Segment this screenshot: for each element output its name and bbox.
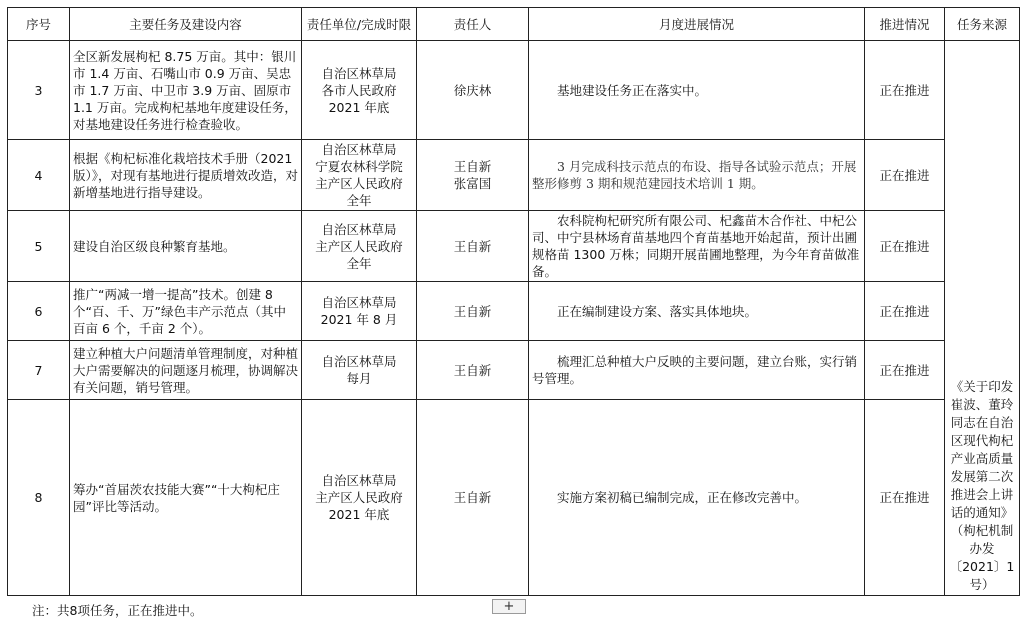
row-unit: 自治区林草局 主产区人民政府 全年 — [302, 211, 417, 282]
table-row — [8, 282, 1020, 341]
row-task: 推广“两减一增一提高”技术。创建 8 个“百、千、万”绿色丰产示范点（其中百亩 6 个，千亩 2 个）。 — [70, 282, 302, 341]
row-no: 8 — [8, 400, 70, 596]
table-row — [8, 400, 1020, 596]
row-task: 根据《枸杞标准化栽培技术手册（2021 版）》，对现有基地进行提质增效改造，对新增基地进行指导建设。 — [70, 140, 302, 211]
row-progress: 正在编制建设方案、落实具体地块。 — [529, 282, 865, 341]
row-no: 7 — [8, 341, 70, 400]
row-task: 全区新发展枸杞 8.75 万亩。其中：银川市 1.4 万亩、石嘴山市 0.9 万亩、吴忠市 1.7 万亩、中卫市 3.9 万亩、固原市 1.1 万亩。完成枸杞基地年度建设任务，对基地建设任务进行检查验收。 — [70, 41, 302, 140]
row-person: 王自新 — [417, 400, 529, 596]
row-status: 正在推进 — [865, 400, 945, 596]
header-task: 主要任务及建设内容 — [70, 8, 302, 41]
row-unit: 自治区林草局 宁夏农林科学院 主产区人民政府 全年 — [302, 140, 417, 211]
table-row — [8, 211, 1020, 282]
row-no: 4 — [8, 140, 70, 211]
header-unit: 责任单位/完成时限 — [302, 8, 417, 41]
footnote: 注：共8项任务，正在推进中。 — [32, 603, 203, 618]
table-row — [8, 140, 1020, 211]
row-person: 王自新 — [417, 282, 529, 341]
row-unit: 自治区林草局 主产区人民政府 2021 年底 — [302, 400, 417, 596]
row-status: 正在推进 — [865, 341, 945, 400]
row-unit: 自治区林草局 2021 年 8 月 — [302, 282, 417, 341]
table-row — [8, 341, 1020, 400]
row-task: 建立种植大户问题清单管理制度，对种植大户需要解决的问题逐月梳理，协调解决有关问题，销号管理。 — [70, 341, 302, 400]
row-person: 王自新 — [417, 211, 529, 282]
header-source: 任务来源 — [945, 8, 1020, 41]
task-table — [7, 7, 1020, 596]
row-unit: 自治区林草局 每月 — [302, 341, 417, 400]
row-task: 筹办“首届茨农技能大赛”“十大枸杞庄园”评比等活动。 — [70, 400, 302, 596]
row-status: 正在推进 — [865, 140, 945, 211]
row-progress: 3 月完成科技示范点的布设、指导各试验示范点；开展整形修剪 3 期和规范建园技术培训 1 期。 — [529, 140, 865, 211]
header-person: 责任人 — [417, 8, 529, 41]
row-no: 3 — [8, 41, 70, 140]
table-row — [8, 41, 1020, 140]
row-progress: 梳理汇总种植大户反映的主要问题，建立台账，实行销号管理。 — [529, 341, 865, 400]
header-status: 推进情况 — [865, 8, 945, 41]
row-person: 徐庆林 — [417, 41, 529, 140]
row-task: 建设自治区级良种繁育基地。 — [70, 211, 302, 282]
row-status: 正在推进 — [865, 282, 945, 341]
row-progress: 农科院枸杞研究所有限公司、杞鑫苗木合作社、中杞公司、中宁县林场育苗基地四个育苗基地开始起苗，预计出圃规格苗 1300 万株；同期开展苗圃地整理，为今年育苗做准备。 — [529, 211, 865, 282]
row-person: 王自新 — [417, 341, 529, 400]
header-progress: 月度进展情况 — [529, 8, 865, 41]
row-status: 正在推进 — [865, 41, 945, 140]
row-person: 王自新 张富国 — [417, 140, 529, 211]
header-no: 序号 — [8, 8, 70, 41]
row-progress: 基地建设任务正在落实中。 — [529, 41, 865, 140]
row-progress: 实施方案初稿已编制完成，正在修改完善中。 — [529, 400, 865, 596]
task-source-cell — [945, 41, 1020, 596]
header-row — [8, 8, 1020, 41]
task-source-text: 《关于印发崔波、董玲同志在自治区现代枸杞产业高质量发展第二次推进会上讲话的通知》（枸杞机制办发〔2021〕1 号） — [949, 379, 1015, 592]
add-row-button[interactable]: + — [492, 599, 526, 614]
row-no: 6 — [8, 282, 70, 341]
row-status: 正在推进 — [865, 211, 945, 282]
row-unit: 自治区林草局 各市人民政府 2021 年底 — [302, 41, 417, 140]
row-no: 5 — [8, 211, 70, 282]
